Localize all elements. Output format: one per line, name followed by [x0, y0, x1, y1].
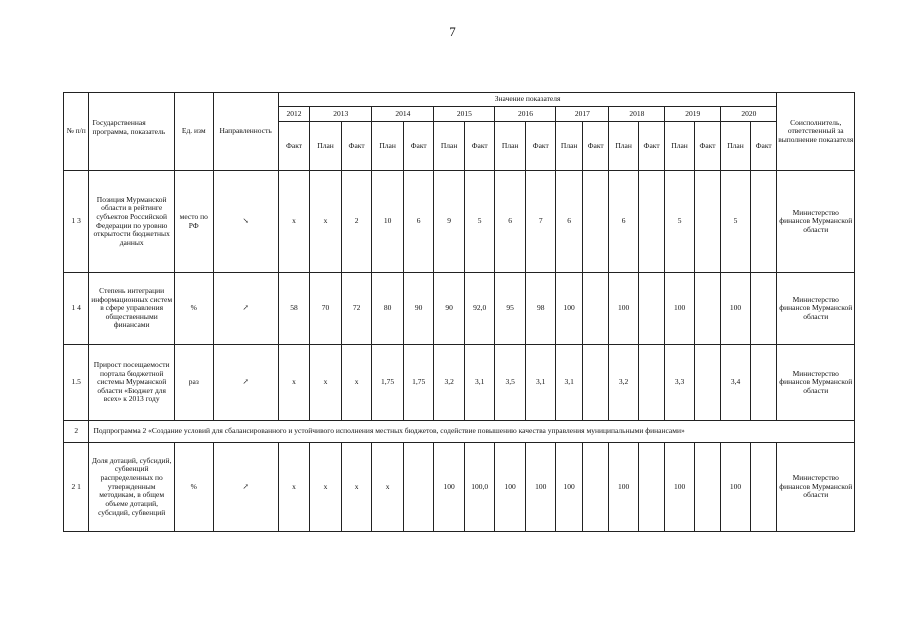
row-unit: место по РФ: [174, 171, 213, 273]
header-program: Государственная программа, показатель: [89, 93, 174, 171]
direction-arrow-icon: ↗: [213, 443, 278, 532]
value-cell: x: [278, 345, 310, 421]
value-cell: [750, 171, 777, 273]
value-cell: 100: [665, 273, 695, 345]
value-cell: 1,75: [372, 345, 404, 421]
year-2016: 2016: [495, 107, 556, 122]
year-2019: 2019: [665, 107, 721, 122]
subheader-cell: Факт: [278, 122, 310, 171]
value-cell: 6: [609, 171, 639, 273]
value-cell: 72: [341, 273, 372, 345]
year-2020: 2020: [721, 107, 777, 122]
value-cell: [750, 345, 777, 421]
value-cell: 5: [665, 171, 695, 273]
subheader-cell: Факт: [403, 122, 434, 171]
year-2017: 2017: [556, 107, 609, 122]
row-num: 1.5: [64, 345, 89, 421]
table-row: [64, 273, 855, 345]
value-cell: 5: [721, 171, 751, 273]
value-cell: [750, 443, 777, 532]
value-cell: [582, 273, 608, 345]
year-2014: 2014: [372, 107, 434, 122]
value-cell: 100: [556, 443, 582, 532]
value-cell: 100: [495, 443, 526, 532]
year-2015: 2015: [434, 107, 495, 122]
year-2018: 2018: [609, 107, 665, 122]
value-cell: 70: [310, 273, 342, 345]
row-indicator-name: Степень интеграции информационных систем в сфере управления общественными финансами: [89, 273, 174, 345]
table-row: [64, 345, 855, 421]
direction-arrow-icon: ↘: [213, 171, 278, 273]
subprogram-row: [64, 421, 855, 443]
value-cell: [638, 171, 664, 273]
subheader-cell: План: [665, 122, 695, 171]
subheader-cell: Факт: [341, 122, 372, 171]
value-cell: 98: [525, 273, 556, 345]
direction-arrow-icon: ↗: [213, 345, 278, 421]
value-cell: x: [341, 443, 372, 532]
value-cell: [694, 443, 720, 532]
table-row: [64, 171, 855, 273]
value-cell: [638, 273, 664, 345]
value-cell: 3,2: [434, 345, 465, 421]
subheader-cell: План: [434, 122, 465, 171]
value-cell: 100: [721, 443, 751, 532]
header-num: № п/п: [64, 93, 89, 171]
value-cell: 3,1: [525, 345, 556, 421]
row-num: 1 3: [64, 171, 89, 273]
header-unit: Ед. изм: [174, 93, 213, 171]
value-cell: x: [278, 171, 310, 273]
value-cell: [750, 273, 777, 345]
value-cell: [694, 345, 720, 421]
subheader-cell: Факт: [750, 122, 777, 171]
value-cell: 100: [609, 273, 639, 345]
value-cell: 10: [372, 171, 404, 273]
value-cell: 6: [495, 171, 526, 273]
value-cell: x: [278, 443, 310, 532]
subheader-cell: Факт: [464, 122, 495, 171]
value-cell: 92,0: [464, 273, 495, 345]
table-row: [64, 443, 855, 532]
year-2013: 2013: [310, 107, 372, 122]
row-num: 2 1: [64, 443, 89, 532]
subprogram-num: 2: [64, 421, 89, 443]
subheader-cell: План: [310, 122, 342, 171]
value-cell: 90: [403, 273, 434, 345]
value-cell: 9: [434, 171, 465, 273]
subheader-cell: Факт: [582, 122, 608, 171]
value-cell: x: [310, 345, 342, 421]
value-cell: [638, 345, 664, 421]
subheader-cell: Факт: [525, 122, 556, 171]
value-cell: [638, 443, 664, 532]
value-cell: 6: [556, 171, 582, 273]
value-cell: x: [310, 443, 342, 532]
header-direction: Направленность: [213, 93, 278, 171]
row-responsible: Министерство финансов Мурманской области: [777, 273, 855, 345]
value-cell: x: [341, 345, 372, 421]
page-number: 7: [449, 24, 456, 39]
value-cell: 3,4: [721, 345, 751, 421]
value-cell: 90: [434, 273, 465, 345]
indicators-table: [63, 92, 855, 532]
value-cell: 100: [721, 273, 751, 345]
value-cell: 100: [665, 443, 695, 532]
row-unit: %: [174, 273, 213, 345]
row-unit: раз: [174, 345, 213, 421]
header-responsible: Соисполнитель, ответственный за выполнение показателя: [777, 93, 855, 171]
row-num: 1 4: [64, 273, 89, 345]
value-cell: 2: [341, 171, 372, 273]
value-cell: [582, 443, 608, 532]
value-cell: x: [310, 171, 342, 273]
subheader-cell: План: [372, 122, 404, 171]
value-cell: 7: [525, 171, 556, 273]
value-cell: [582, 171, 608, 273]
value-cell: 3,1: [556, 345, 582, 421]
header-values: Значение показателя: [278, 93, 777, 107]
value-cell: 95: [495, 273, 526, 345]
subheader-cell: План: [495, 122, 526, 171]
value-cell: x: [372, 443, 404, 532]
subheader-cell: Факт: [694, 122, 720, 171]
row-indicator-name: Позиция Мурманской области в рейтинге субъектов Российской Федерации по уровню открытости бюджетных данных: [89, 171, 174, 273]
row-unit: %: [174, 443, 213, 532]
value-cell: 6: [403, 171, 434, 273]
row-responsible: Министерство финансов Мурманской области: [777, 443, 855, 532]
row-indicator-name: Доля дотаций, субсидий, субвенций распределенных по утвержденным методикам, в общем объеме дотаций, субсидий, субвенций: [89, 443, 174, 532]
value-cell: 100: [609, 443, 639, 532]
value-cell: 5: [464, 171, 495, 273]
value-cell: 100: [525, 443, 556, 532]
value-cell: [403, 443, 434, 532]
subheader-cell: План: [609, 122, 639, 171]
direction-arrow-icon: ↗: [213, 273, 278, 345]
value-cell: [582, 345, 608, 421]
value-cell: 100,0: [464, 443, 495, 532]
value-cell: 3,5: [495, 345, 526, 421]
subheader-cell: План: [556, 122, 582, 171]
value-cell: 3,2: [609, 345, 639, 421]
year-2012: 2012: [278, 107, 310, 122]
value-cell: 58: [278, 273, 310, 345]
row-responsible: Министерство финансов Мурманской области: [777, 345, 855, 421]
value-cell: 100: [434, 443, 465, 532]
value-cell: 100: [556, 273, 582, 345]
subheader-cell: Факт: [638, 122, 664, 171]
row-responsible: Министерство финансов Мурманской области: [777, 171, 855, 273]
value-cell: 1,75: [403, 345, 434, 421]
value-cell: 3,3: [665, 345, 695, 421]
row-indicator-name: Прирост посещаемости портала бюджетной системы Мурманской области «Бюджет для всех» к 2013 году: [89, 345, 174, 421]
value-cell: 3,1: [464, 345, 495, 421]
value-cell: [694, 273, 720, 345]
value-cell: [694, 171, 720, 273]
subheader-cell: План: [721, 122, 751, 171]
value-cell: 80: [372, 273, 404, 345]
subprogram-title: Подпрограмма 2 «Создание условий для сбалансированного и устойчивого исполнения местных бюджетов, содействие повышению качества управления муниципальными финансами»: [89, 421, 855, 443]
